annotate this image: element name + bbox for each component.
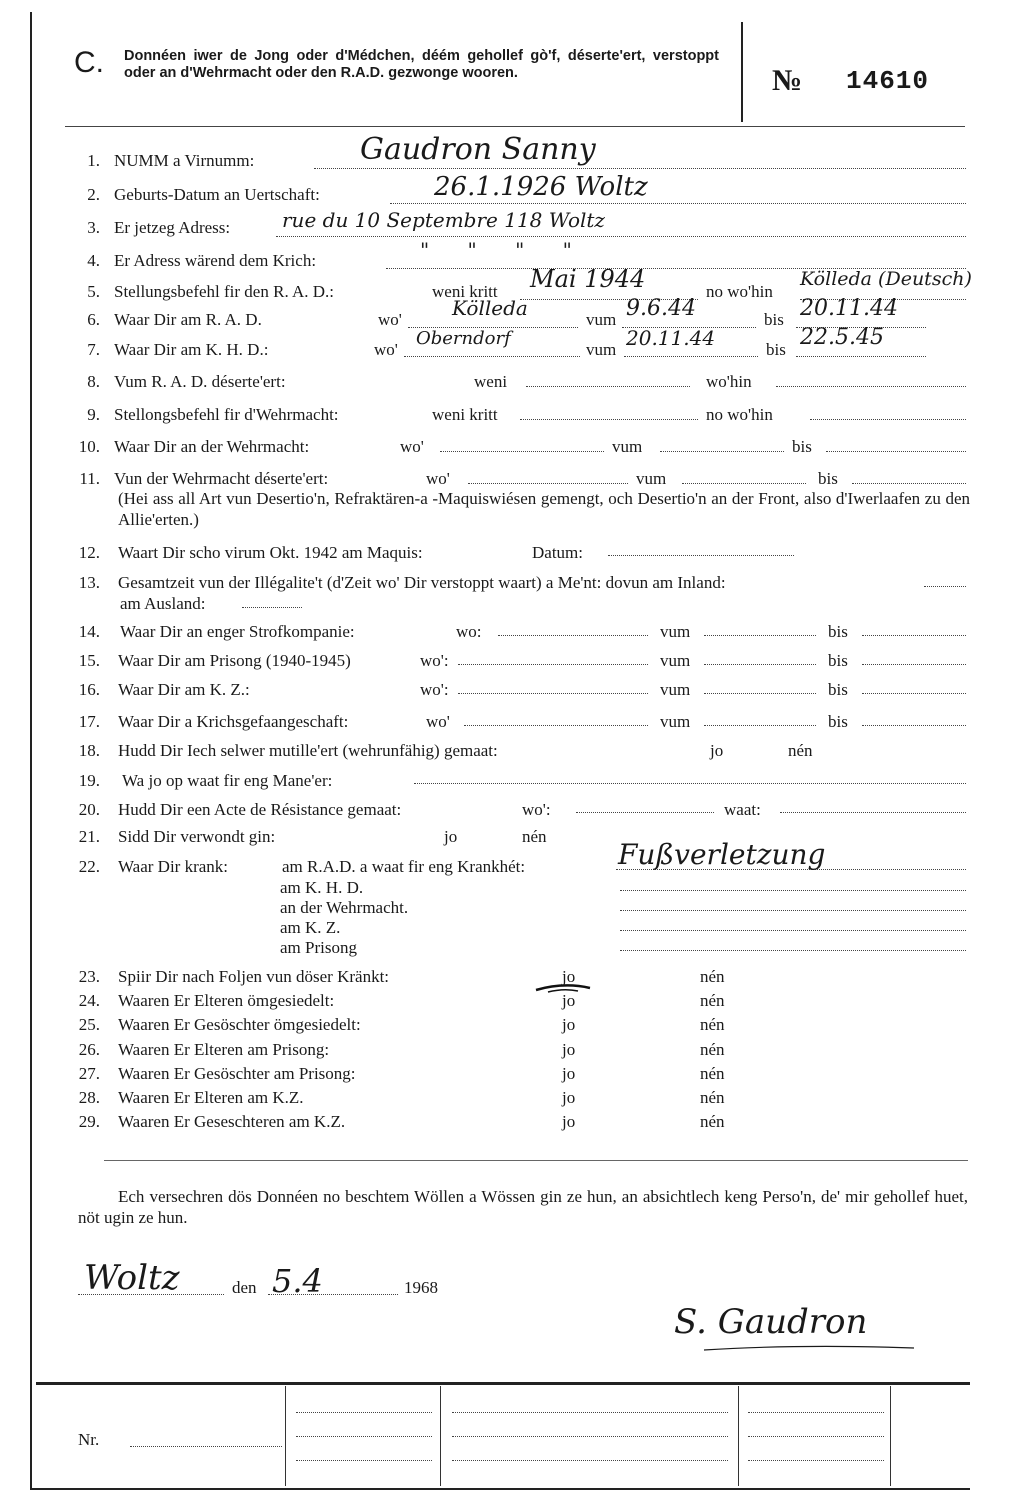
- q2-number: 2.: [87, 185, 100, 204]
- q5-when-value[interactable]: Mai 1944: [530, 265, 646, 293]
- q18-yes[interactable]: jo: [710, 741, 724, 760]
- q17-label: Waar Dir a Krichsgefaangeschaft:: [118, 712, 349, 731]
- q1-number: 1.: [87, 151, 100, 170]
- place-value[interactable]: Woltz: [84, 1258, 180, 1298]
- footer-entry-line: [296, 1436, 432, 1437]
- q14-number: 14.: [78, 622, 100, 641]
- yn-row-yes[interactable]: jo: [562, 1112, 576, 1131]
- yn-row-no[interactable]: nén: [700, 1040, 725, 1059]
- q9-when-line: [520, 419, 698, 420]
- yn-row-label: Waaren Er Gesöschter am Prisong:: [118, 1064, 356, 1083]
- q7-label: Waar Dir am K. H. D.:: [114, 340, 269, 359]
- footer-entry-line: [748, 1460, 884, 1461]
- yn-row-label: Waaren Er Geseschteren am K.Z.: [118, 1112, 346, 1131]
- q19-line: [414, 783, 966, 784]
- q11-note: (Hei ass all Art vun Desertio'n, Refraktären-a -Maquiswiésen gemengt, och Desertio'n an der Front, also d'Iwerlaafen zu den Allie'erten.): [118, 489, 970, 529]
- q12-label: Waart Dir scho virum Okt. 1942 am Maquis:: [118, 543, 423, 562]
- q4-number: 4.: [87, 251, 100, 270]
- q20-where-line: [576, 812, 714, 813]
- q22-label: Waar Dir krank:: [118, 857, 229, 876]
- q15-to-line: [862, 664, 966, 665]
- q7-to-line: [796, 356, 926, 357]
- footer-entry-line: [452, 1412, 728, 1413]
- yn-row-label: Waaren Er Elteren am Prisong:: [118, 1040, 330, 1059]
- q22-number: 22.: [78, 857, 100, 876]
- q13-number: 13.: [78, 573, 100, 592]
- q9-number: 9.: [87, 405, 100, 424]
- q7-to-value[interactable]: 22.5.45: [800, 325, 884, 350]
- q3-number: 3.: [87, 218, 100, 237]
- q14-label: Waar Dir an enger Strofkompanie:: [120, 622, 355, 641]
- q20-where-label: wo':: [522, 800, 551, 819]
- q13-inland-line: [924, 586, 966, 587]
- q9-where-label: no wo'hin: [706, 405, 773, 424]
- q11-to-label: bis: [818, 469, 838, 488]
- q4-value[interactable]: " " " ": [420, 238, 588, 262]
- q7-where-label: wo': [374, 340, 398, 359]
- q16-where-line: [458, 693, 648, 694]
- q7-where-value[interactable]: Oberndorf: [416, 328, 511, 349]
- q11-number: 11.: [79, 469, 100, 488]
- q10-number: 10.: [78, 437, 100, 456]
- q10-label: Waar Dir an der Wehrmacht:: [114, 437, 310, 456]
- q10-to-line: [826, 451, 966, 452]
- q14-where-line: [498, 635, 648, 636]
- q10-from-line: [660, 451, 784, 452]
- q10-where-line: [440, 451, 604, 452]
- q22-khd-label: am K. H. D.: [280, 878, 364, 897]
- q20-what-label: waat:: [724, 800, 761, 819]
- header-divider: [741, 22, 743, 122]
- q3-label: Er jetzeg Adress:: [114, 218, 231, 237]
- footer-col-divider-2: [440, 1386, 441, 1486]
- q5-label: Stellungsbefehl fir den R. A. D.:: [114, 282, 335, 301]
- q15-from-line: [704, 664, 816, 665]
- separator-rule: [104, 1160, 968, 1161]
- q6-from-label: vum: [586, 310, 617, 329]
- q14-where-label: wo:: [456, 622, 482, 641]
- q13-abroad-line: [242, 607, 302, 608]
- q19-label: Wa jo op waat fir eng Mane'er:: [122, 771, 333, 790]
- yn-row-no[interactable]: nén: [700, 1112, 725, 1131]
- q22-kz-line: [620, 930, 966, 931]
- q7-to-label: bis: [766, 340, 786, 359]
- q17-where-label: wo': [426, 712, 450, 731]
- year-label: 1968: [404, 1278, 438, 1297]
- q22-kz-label: am K. Z.: [280, 918, 341, 937]
- footer-entry-line: [748, 1436, 884, 1437]
- q2-value[interactable]: 26.1.1926 Woltz: [434, 172, 648, 202]
- yn-row-number: 27.: [78, 1064, 100, 1083]
- q5-where-label: no wo'hin: [706, 282, 773, 301]
- q20-what-line: [780, 812, 966, 813]
- q17-from-line: [704, 725, 816, 726]
- yn-row-label: Waaren Er Elteren ömgesiedelt:: [118, 991, 335, 1010]
- q8-label: Vum R. A. D. déserte'ert:: [114, 372, 286, 391]
- q14-to-line: [862, 635, 966, 636]
- footer-entry-line: [748, 1412, 884, 1413]
- q16-where-label: wo':: [420, 680, 449, 699]
- q10-to-label: bis: [792, 437, 812, 456]
- yn-row-no[interactable]: nén: [700, 1088, 725, 1107]
- q11-where-line: [468, 483, 628, 484]
- q16-number: 16.: [78, 680, 100, 699]
- footer-nr-line: [130, 1446, 282, 1447]
- q6-where-label: wo': [378, 310, 402, 329]
- q6-label: Waar Dir am R. A. D.: [114, 310, 262, 329]
- yn-row-yes[interactable]: jo: [562, 1015, 576, 1034]
- q22-khd-line: [620, 890, 966, 891]
- q6-from-value[interactable]: 9.6.44: [626, 296, 696, 321]
- yn-row-label: Waaren Er Gesöschter ömgesiedelt:: [118, 1015, 361, 1034]
- q12-date-line: [608, 555, 794, 556]
- q20-label: Hudd Dir een Acte de Résistance gemaat:: [118, 800, 402, 819]
- yn-row-label: Waaren Er Elteren am K.Z.: [118, 1088, 304, 1107]
- q22-wehrmacht-label: an der Wehrmacht.: [280, 898, 409, 917]
- q16-to-label: bis: [828, 680, 848, 699]
- q17-to-line: [862, 725, 966, 726]
- footer-entry-line: [452, 1460, 728, 1461]
- q7-where-line: [404, 356, 580, 357]
- q3-line: [276, 236, 966, 237]
- declaration-text: Ech versechren dös Donnéen no beschtem Wöllen a Wössen gin ze hun, an absichtlech keng Perso'n, de' mir gehollef huet, nöt ugin ze hun.: [78, 1187, 968, 1227]
- yn-row-no[interactable]: nén: [700, 1064, 725, 1083]
- q16-to-line: [862, 693, 966, 694]
- q5-number: 5.: [87, 282, 100, 301]
- footer-nr-label: Nr.: [78, 1430, 100, 1449]
- form-frame-bottom: [30, 1488, 970, 1490]
- q7-from-label: vum: [586, 340, 617, 359]
- q21-number: 21.: [78, 827, 100, 846]
- q11-from-label: vum: [636, 469, 667, 488]
- yn-row-number: 24.: [78, 991, 100, 1010]
- q5-when-label: weni kritt: [432, 282, 498, 301]
- q22-prison-label: am Prisong: [280, 938, 357, 957]
- q17-to-label: bis: [828, 712, 848, 731]
- q21-yes[interactable]: jo: [444, 827, 458, 846]
- yn-row-number: 28.: [78, 1088, 100, 1107]
- number-sign: №: [772, 64, 803, 97]
- q17-number: 17.: [78, 712, 100, 731]
- q14-from-line: [704, 635, 816, 636]
- q20-number: 20.: [78, 800, 100, 819]
- q17-from-label: vum: [660, 712, 691, 731]
- q5-where-value[interactable]: Kölleda (Deutsch): [800, 268, 972, 290]
- footer-col-divider-3: [738, 1386, 739, 1486]
- yn-row-yes[interactable]: jo: [562, 1040, 576, 1059]
- form-number: 14610: [846, 66, 930, 96]
- q15-label: Waar Dir am Prisong (1940-1945): [118, 651, 351, 670]
- form-frame-left: [30, 12, 32, 1490]
- q1-label: NUMM a Virnumm:: [114, 151, 255, 170]
- q6-number: 6.: [87, 310, 100, 329]
- q19-number: 19.: [78, 771, 100, 790]
- yn-row-yes[interactable]: jo: [562, 991, 576, 1010]
- q9-label: Stellongsbefehl fir d'Wehrmacht:: [114, 405, 339, 424]
- yn-row-number: 25.: [78, 1015, 100, 1034]
- footer-entry-line: [296, 1412, 432, 1413]
- footer-rule: [36, 1382, 970, 1385]
- q16-from-line: [704, 693, 816, 694]
- q17-where-line: [464, 725, 648, 726]
- yn-row-yes[interactable]: jo: [562, 1064, 576, 1083]
- q15-to-label: bis: [828, 651, 848, 670]
- q22-prison-line: [620, 950, 966, 951]
- q16-from-label: vum: [660, 680, 691, 699]
- yn-row-no[interactable]: nén: [700, 991, 725, 1010]
- q8-when-line: [526, 386, 690, 387]
- q9-when-label: weni kritt: [432, 405, 498, 424]
- q13-label: Gesamtzeit vun der Illégalite't (d'Zeit wo' Dir verstoppt waart) a Me'nt: dovun am Inland:: [118, 573, 726, 592]
- q1-line: [314, 168, 966, 169]
- q6-where-value[interactable]: Kölleda: [452, 296, 528, 320]
- q15-from-label: vum: [660, 651, 691, 670]
- q12-number: 12.: [78, 543, 100, 562]
- jo-mark-icon: [534, 978, 594, 996]
- q15-where-label: wo':: [420, 651, 449, 670]
- footer-col-divider-4: [890, 1386, 891, 1486]
- q3-value[interactable]: rue du 10 Septembre 118 Woltz: [282, 208, 605, 232]
- q14-from-label: vum: [660, 622, 691, 641]
- yn-row-no[interactable]: nén: [700, 1015, 725, 1034]
- q18-no[interactable]: nén: [788, 741, 813, 760]
- q7-number: 7.: [87, 340, 100, 359]
- q21-no[interactable]: nén: [522, 827, 547, 846]
- yn-row-number: 26.: [78, 1040, 100, 1059]
- q9-where-line: [810, 419, 966, 420]
- q16-label: Waar Dir am K. Z.:: [118, 680, 250, 699]
- signature: S. Gaudron: [674, 1302, 868, 1342]
- q12-date-label: Datum:: [532, 543, 583, 562]
- q2-line: [390, 203, 966, 204]
- q11-from-line: [682, 483, 806, 484]
- q1-value[interactable]: Gaudron Sanny: [360, 132, 596, 167]
- q4-label: Er Adress wärend dem Krich:: [114, 251, 317, 270]
- q18-label: Hudd Dir Iech selwer mutille'ert (wehrunfähig) gemaat:: [118, 741, 498, 760]
- q6-to-value[interactable]: 20.11.44: [800, 296, 898, 321]
- q7-from-line: [624, 356, 758, 357]
- q13-abroad-label: am Ausland:: [120, 594, 206, 613]
- q11-where-label: wo': [426, 469, 450, 488]
- q21-label: Sidd Dir verwondt gin:: [118, 827, 276, 846]
- q11-label: Vun der Wehrmacht déserte'ert:: [114, 469, 329, 488]
- footer-col-divider-1: [285, 1386, 286, 1486]
- q10-where-label: wo': [400, 437, 424, 456]
- yn-row-yes[interactable]: jo: [562, 967, 576, 986]
- q22-rad-value[interactable]: Fußverletzung: [618, 838, 826, 871]
- q2-label: Geburts-Datum an Uertschaft:: [114, 185, 320, 204]
- section-intro: Donnéen iwer de Jong oder d'Médchen, déém gehollef gò'f, déserte'ert, verstoppt oder an d'Wehrmacht oder den R.A.D. gezwonge wooren.: [124, 48, 719, 81]
- yn-row-number: 23.: [78, 967, 100, 986]
- q8-number: 8.: [87, 372, 100, 391]
- q8-when-label: weni: [474, 372, 508, 391]
- q10-from-label: vum: [612, 437, 643, 456]
- q8-where-line: [776, 386, 966, 387]
- q6-to-label: bis: [764, 310, 784, 329]
- date-value[interactable]: 5.4: [272, 1262, 323, 1300]
- yn-row-yes[interactable]: jo: [562, 1088, 576, 1107]
- q18-number: 18.: [78, 741, 100, 760]
- q15-number: 15.: [78, 651, 100, 670]
- section-letter: C.: [74, 46, 104, 79]
- yn-row-no[interactable]: nén: [700, 967, 725, 986]
- signature-underline-icon: [700, 1340, 920, 1360]
- q8-where-label: wo'hin: [706, 372, 752, 391]
- q14-to-label: bis: [828, 622, 848, 641]
- footer-entry-line: [296, 1460, 432, 1461]
- yn-row-number: 29.: [78, 1112, 100, 1131]
- date-den-label: den: [232, 1278, 257, 1297]
- footer-entry-line: [452, 1436, 728, 1437]
- q7-from-value[interactable]: 20.11.44: [626, 326, 716, 350]
- q22-wehrmacht-line: [620, 910, 966, 911]
- yn-row-label: Spiir Dir nach Foljen vun döser Kränkt:: [118, 967, 390, 986]
- header-rule: [65, 126, 965, 127]
- q11-to-line: [852, 483, 966, 484]
- q15-where-line: [458, 664, 648, 665]
- q22-rad-label: am R.A.D. a waat fir eng Krankhét:: [282, 857, 526, 876]
